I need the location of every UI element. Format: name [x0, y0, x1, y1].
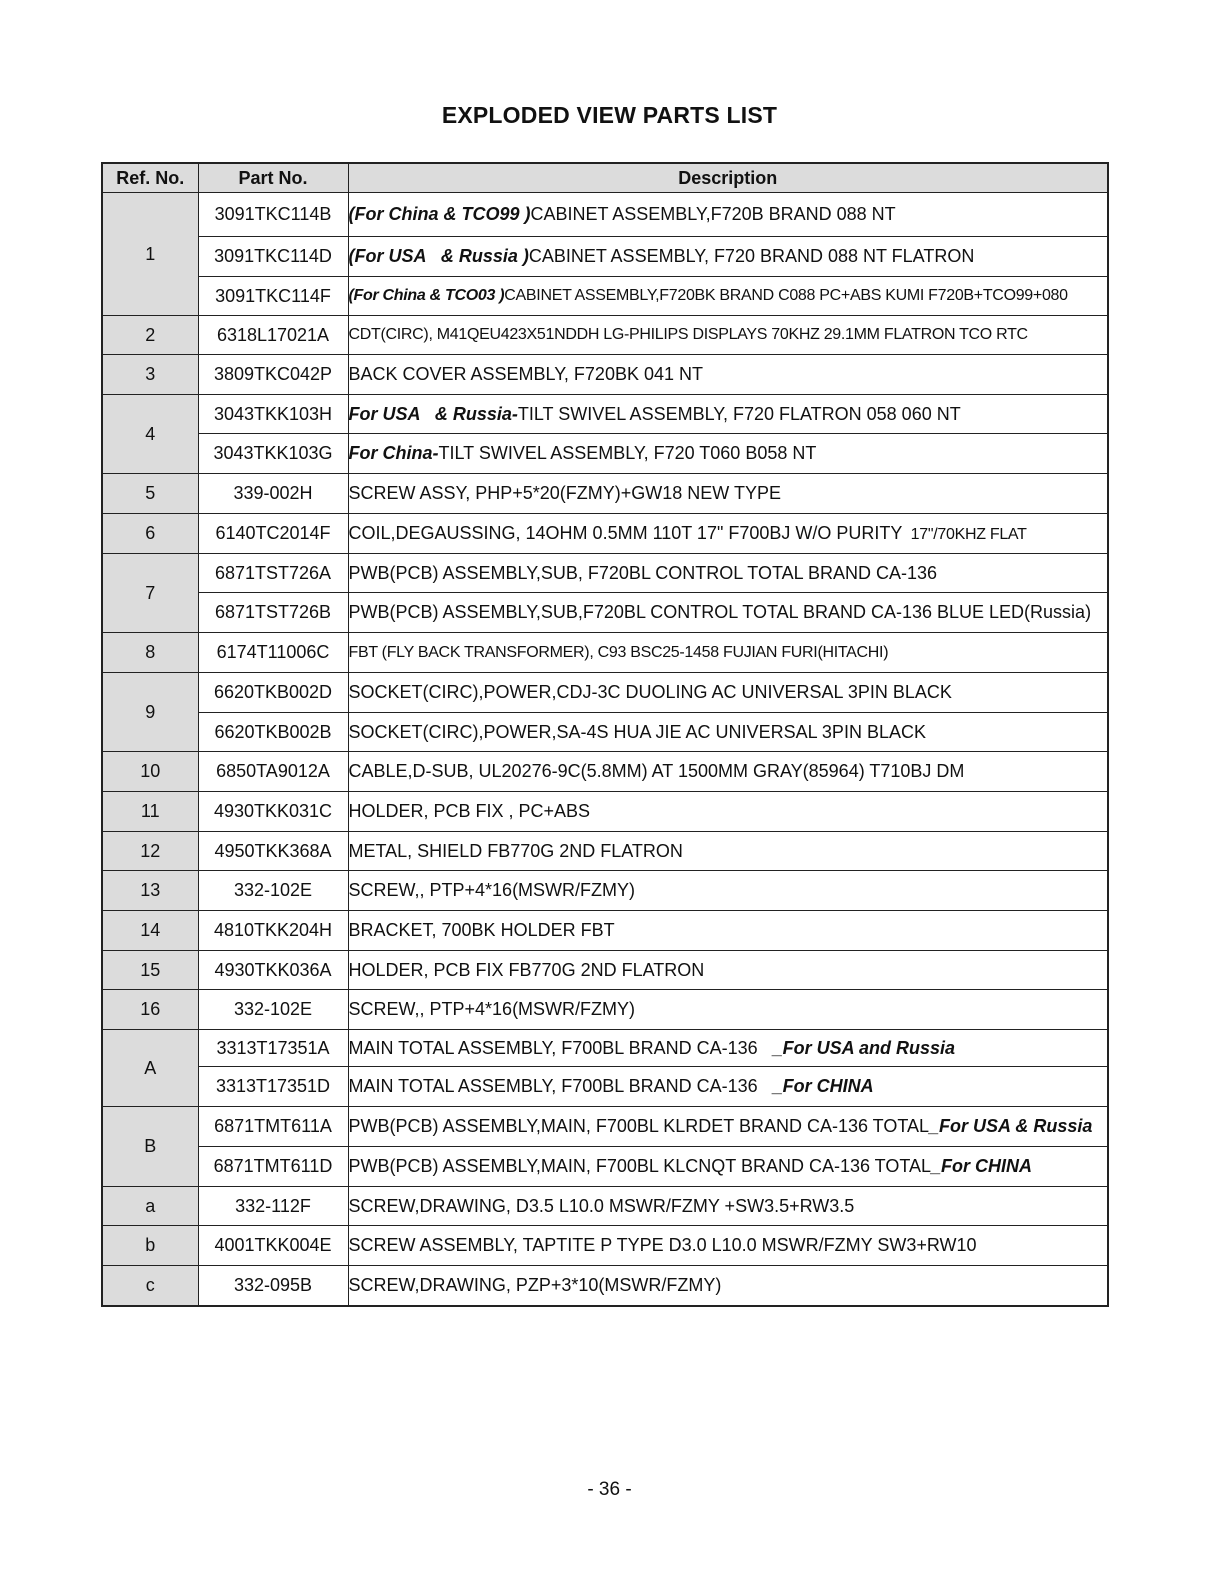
ref-no-cell: 9 [102, 673, 198, 752]
table-row [102, 474, 1108, 514]
part-no-cell: 6318L17021A [198, 316, 348, 355]
part-no-cell: 4930TKK036A [198, 951, 348, 990]
header-ref-no: Ref. No. [102, 163, 198, 193]
description-text: TILT SWIVEL ASSEMBLY, F720 T060 B058 NT [438, 443, 817, 463]
description-cell [348, 792, 1108, 832]
part-no-cell: 4930TKK031C [198, 792, 348, 832]
description-cell [348, 514, 1108, 554]
description-text: MAIN TOTAL ASSEMBLY, F700BL BRAND CA-136 [348, 1037, 768, 1058]
table-row [102, 990, 1108, 1030]
ref-no-cell: A [102, 1030, 198, 1107]
ref-no-cell: 12 [102, 832, 198, 871]
description-cell [348, 277, 1108, 316]
ref-no-cell: 15 [102, 951, 198, 990]
table-row [102, 871, 1108, 911]
ref-no-cell: 13 [102, 871, 198, 911]
description-cell [348, 395, 1108, 434]
description-cell [348, 355, 1108, 395]
description-suffix: _For USA and Russia [767, 1037, 956, 1058]
description-cell [348, 554, 1108, 593]
parts-table [101, 162, 1109, 1307]
description-note: 17"/70KHZ FLAT [902, 526, 1027, 543]
description-cell [348, 1266, 1108, 1306]
description-cell [348, 1067, 1108, 1107]
page-title: EXPLODED VIEW PARTS LIST [441, 102, 778, 128]
description-text: PWB(PCB) ASSEMBLY,SUB, F720BL CONTROL TOTAL BRAND CA-136 [348, 562, 938, 583]
ref-no-cell: c [102, 1266, 198, 1306]
part-no-cell: 3091TKC114D [198, 237, 348, 277]
description-cell [348, 434, 1108, 474]
description-cell [348, 1030, 1108, 1067]
table-row [102, 277, 1108, 316]
description-cell [348, 237, 1108, 277]
description-cell [348, 951, 1108, 990]
table-row [102, 673, 1108, 713]
part-no-cell: 6620TKB002D [198, 673, 348, 713]
table-row [102, 1226, 1108, 1266]
table-row [102, 713, 1108, 752]
description-cell [348, 593, 1108, 633]
description-cell [348, 474, 1108, 514]
description-cell [348, 1226, 1108, 1266]
part-no-cell: 6850TA9012A [198, 752, 348, 792]
part-no-cell: 4810TKK204H [198, 911, 348, 951]
ref-no-cell: 16 [102, 990, 198, 1030]
table-row [102, 633, 1108, 673]
description-text: METAL, SHIELD FB770G 2ND FLATRON [348, 840, 683, 861]
part-no-cell: 3809TKC042P [198, 355, 348, 395]
part-no-cell: 332-095B [198, 1266, 348, 1306]
description-text: MAIN TOTAL ASSEMBLY, F700BL BRAND CA-136 [348, 1076, 768, 1096]
part-no-cell: 6174T11006C [198, 633, 348, 673]
description-cell [348, 1187, 1108, 1226]
table-row [102, 434, 1108, 474]
part-no-cell: 3043TKK103G [198, 434, 348, 474]
description-text: COIL,DEGAUSSING, 14OHM 0.5MM 110T 17" F700BJ W/O PURITY [348, 523, 903, 543]
table-row [102, 1187, 1108, 1226]
part-no-cell: 6871TMT611D [198, 1147, 348, 1187]
description-text: TILT SWIVEL ASSEMBLY, F720 FLATRON 058 060 NT [517, 403, 961, 424]
part-no-cell: 3313T17351A [198, 1030, 348, 1067]
part-no-cell: 6871TMT611A [198, 1107, 348, 1147]
ref-no-cell: 6 [102, 514, 198, 554]
table-row [102, 514, 1108, 554]
description-cell [348, 673, 1108, 713]
table-row [102, 355, 1108, 395]
description-text: SCREW,, PTP+4*16(MSWR/FZMY) [348, 999, 636, 1019]
table-row [102, 832, 1108, 871]
ref-no-cell: 11 [102, 792, 198, 832]
description-text: PWB(PCB) ASSEMBLY,MAIN, F700BL KLCNQT BRAND CA-136 TOTAL [348, 1156, 932, 1176]
part-no-cell: 332-102E [198, 990, 348, 1030]
description-text: SCREW,DRAWING, PZP+3*10(MSWR/FZMY) [348, 1274, 722, 1295]
description-text: SCREW,, PTP+4*16(MSWR/FZMY) [348, 880, 636, 900]
description-cell [348, 713, 1108, 752]
description-text: BACK COVER ASSEMBLY, F720BK 041 NT [348, 364, 703, 384]
ref-no-cell: 14 [102, 911, 198, 951]
page-number: - 36 - [587, 1479, 632, 1500]
parts-table-body [102, 193, 1108, 1306]
description-prefix: For USA & Russia- [348, 403, 518, 424]
table-row [102, 1107, 1108, 1147]
description-prefix: (For USA & Russia ) [348, 246, 529, 266]
description-prefix: For China- [348, 443, 439, 463]
part-no-cell: 4950TKK368A [198, 832, 348, 871]
description-text: SOCKET(CIRC),POWER,SA-4S HUA JIE AC UNIVERSAL 3PIN BLACK [348, 721, 926, 742]
table-row [102, 1147, 1108, 1187]
table-row [102, 1266, 1108, 1306]
part-no-cell: 3043TKK103H [198, 395, 348, 434]
ref-no-cell: b [102, 1226, 198, 1266]
ref-no-cell: a [102, 1187, 198, 1226]
description-cell [348, 193, 1108, 237]
ref-no-cell: 3 [102, 355, 198, 395]
description-cell [348, 832, 1108, 871]
ref-no-cell: 1 [102, 193, 198, 316]
table-row [102, 316, 1108, 355]
description-text: CDT(CIRC), M41QEU423X51NDDH LG-PHILIPS DISPLAYS 70KHZ 29.1MM FLATRON TCO RTC [348, 326, 1028, 343]
ref-no-cell: 10 [102, 752, 198, 792]
header-part-no: Part No. [198, 163, 348, 193]
description-suffix: _For CHINA [931, 1156, 1033, 1176]
table-row [102, 593, 1108, 633]
description-text: SCREW ASSY, PHP+5*20(FZMY)+GW18 NEW TYPE [348, 483, 781, 503]
part-no-cell: 6140TC2014F [198, 514, 348, 554]
ref-no-cell: 4 [102, 395, 198, 474]
description-suffix: _For USA & Russia [929, 1116, 1093, 1136]
table-row [102, 554, 1108, 593]
part-no-cell: 6620TKB002B [198, 713, 348, 752]
ref-no-cell: 8 [102, 633, 198, 673]
description-suffix: _For CHINA [767, 1076, 874, 1096]
description-cell [348, 911, 1108, 951]
table-row [102, 951, 1108, 990]
part-no-cell: 6871TST726B [198, 593, 348, 633]
description-text: FBT (FLY BACK TRANSFORMER), C93 BSC25-1458 FUJIAN FURI(HITACHI) [348, 643, 889, 661]
ref-no-cell: 7 [102, 554, 198, 633]
description-text: BRACKET, 700BK HOLDER FBT [348, 920, 615, 940]
header-description: Description [348, 163, 1108, 193]
description-text: PWB(PCB) ASSEMBLY,MAIN, F700BL KLRDET BRAND CA-136 TOTAL [348, 1116, 930, 1136]
part-no-cell: 3313T17351D [198, 1067, 348, 1107]
table-row [102, 237, 1108, 277]
description-cell [348, 990, 1108, 1030]
ref-no-cell: B [102, 1107, 198, 1187]
table-row [102, 792, 1108, 832]
part-no-cell: 3091TKC114B [198, 193, 348, 237]
table-row [102, 1030, 1108, 1067]
description-prefix: (For China & TCO03 ) [348, 287, 505, 304]
description-text: HOLDER, PCB FIX , PC+ABS [348, 801, 591, 821]
description-text: HOLDER, PCB FIX FB770G 2ND FLATRON [348, 959, 705, 980]
description-text: SCREW ASSEMBLY, TAPTITE P TYPE D3.0 L10.0 MSWR/FZMY SW3+RW10 [348, 1235, 977, 1255]
part-no-cell: 4001TKK004E [198, 1226, 348, 1266]
description-text: SOCKET(CIRC),POWER,CDJ-3C DUOLING AC UNIVERSAL 3PIN BLACK [348, 682, 952, 702]
description-prefix: (For China & TCO99 ) [348, 204, 531, 224]
description-text: PWB(PCB) ASSEMBLY,SUB,F720BL CONTROL TOTAL BRAND CA-136 BLUE LED(Russia) [348, 602, 1092, 622]
ref-no-cell: 5 [102, 474, 198, 514]
description-text: CABLE,D-SUB, UL20276-9C(5.8MM) AT 1500MM GRAY(85964) T710BJ DM [348, 761, 965, 781]
description-text: SCREW,DRAWING, D3.5 L10.0 MSWR/FZMY +SW3.5+RW3.5 [348, 1195, 855, 1216]
table-row [102, 395, 1108, 434]
description-cell [348, 316, 1108, 355]
ref-no-cell: 2 [102, 316, 198, 355]
table-row [102, 1067, 1108, 1107]
part-no-cell: 339-002H [198, 474, 348, 514]
description-cell [348, 871, 1108, 911]
table-row [102, 911, 1108, 951]
description-text: CABINET ASSEMBLY,F720B BRAND 088 NT [530, 204, 896, 224]
part-no-cell: 6871TST726A [198, 554, 348, 593]
description-text: CABINET ASSEMBLY,F720BK BRAND C088 PC+ABS KUMI F720B+TCO99+080 [504, 287, 1068, 304]
description-cell [348, 633, 1108, 673]
description-text: CABINET ASSEMBLY, F720 BRAND 088 NT FLATRON [528, 246, 975, 266]
description-cell [348, 1107, 1108, 1147]
part-no-cell: 3091TKC114F [198, 277, 348, 316]
description-cell [348, 1147, 1108, 1187]
part-no-cell: 332-112F [198, 1187, 348, 1226]
table-row [102, 193, 1108, 237]
part-no-cell: 332-102E [198, 871, 348, 911]
description-cell [348, 752, 1108, 792]
table-header-row [102, 163, 1108, 193]
table-row [102, 752, 1108, 792]
